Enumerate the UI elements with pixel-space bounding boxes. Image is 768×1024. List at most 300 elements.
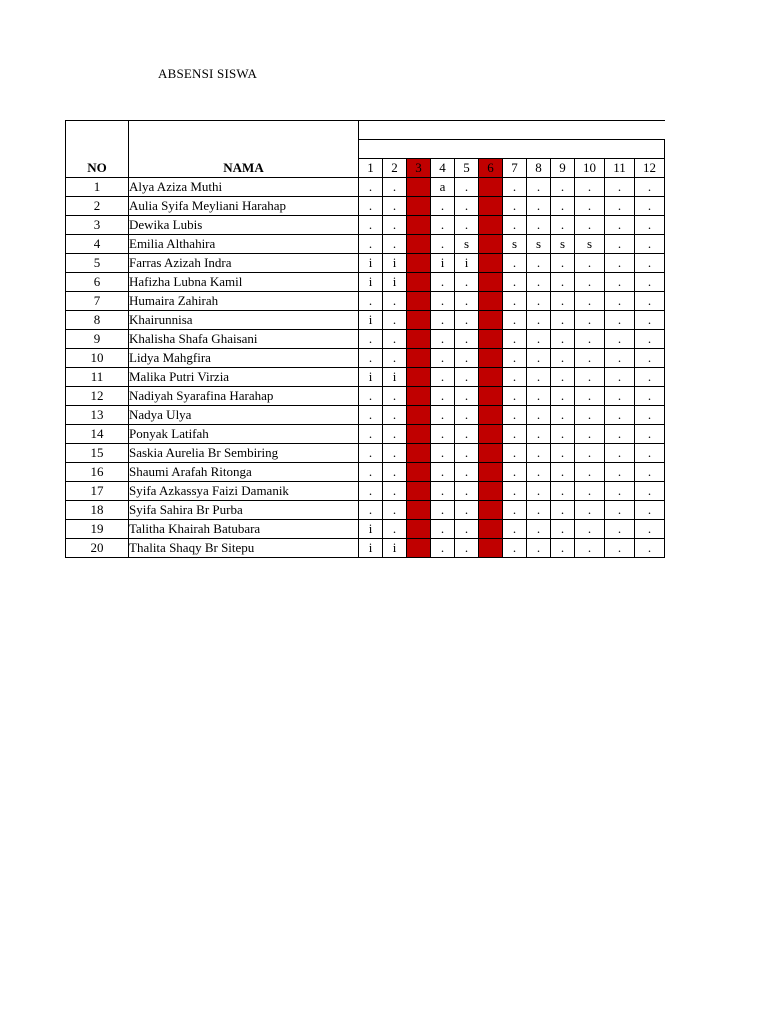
- attendance-cell: .: [605, 406, 635, 425]
- attendance-cell: [407, 444, 431, 463]
- attendance-cell: .: [635, 273, 665, 292]
- attendance-cell: [479, 482, 503, 501]
- attendance-cell: .: [575, 387, 605, 406]
- attendance-cell: .: [359, 197, 383, 216]
- attendance-cell: .: [551, 216, 575, 235]
- student-name: Khairunnisa: [129, 311, 359, 330]
- attendance-cell: [407, 178, 431, 197]
- attendance-cell: .: [383, 292, 407, 311]
- day-header-3: 3: [407, 159, 431, 178]
- attendance-cell: .: [455, 292, 479, 311]
- attendance-cell: .: [503, 311, 527, 330]
- attendance-cell: .: [605, 425, 635, 444]
- attendance-cell: [479, 349, 503, 368]
- attendance-cell: i: [455, 254, 479, 273]
- student-number: 15: [66, 444, 129, 463]
- attendance-cell: [479, 216, 503, 235]
- attendance-cell: .: [503, 501, 527, 520]
- student-number: 4: [66, 235, 129, 254]
- attendance-cell: .: [359, 387, 383, 406]
- attendance-cell: .: [551, 520, 575, 539]
- attendance-cell: .: [383, 501, 407, 520]
- attendance-cell: a: [431, 178, 455, 197]
- attendance-cell: [479, 178, 503, 197]
- attendance-cell: i: [383, 368, 407, 387]
- attendance-cell: .: [431, 406, 455, 425]
- attendance-cell: .: [605, 520, 635, 539]
- attendance-cell: .: [431, 197, 455, 216]
- attendance-cell: .: [503, 349, 527, 368]
- attendance-cell: .: [503, 482, 527, 501]
- header-blank-2: [359, 140, 665, 159]
- attendance-cell: .: [359, 482, 383, 501]
- attendance-cell: .: [551, 330, 575, 349]
- attendance-cell: .: [635, 349, 665, 368]
- table-row: [66, 235, 665, 254]
- attendance-cell: .: [383, 235, 407, 254]
- attendance-cell: .: [527, 425, 551, 444]
- attendance-cell: .: [551, 254, 575, 273]
- student-number: 5: [66, 254, 129, 273]
- attendance-cell: .: [455, 178, 479, 197]
- attendance-cell: .: [359, 349, 383, 368]
- attendance-cell: .: [383, 311, 407, 330]
- table-row: [66, 349, 665, 368]
- attendance-cell: .: [431, 311, 455, 330]
- attendance-cell: i: [359, 539, 383, 558]
- student-number: 19: [66, 520, 129, 539]
- attendance-cell: .: [455, 330, 479, 349]
- attendance-cell: i: [359, 368, 383, 387]
- attendance-cell: .: [575, 406, 605, 425]
- attendance-cell: .: [605, 501, 635, 520]
- attendance-cell: .: [359, 178, 383, 197]
- attendance-cell: .: [551, 368, 575, 387]
- attendance-cell: [479, 292, 503, 311]
- table-row: [66, 387, 665, 406]
- table-row: [66, 520, 665, 539]
- attendance-cell: [407, 520, 431, 539]
- attendance-cell: .: [431, 501, 455, 520]
- attendance-cell: .: [503, 444, 527, 463]
- attendance-cell: .: [605, 539, 635, 558]
- attendance-cell: [407, 425, 431, 444]
- attendance-cell: .: [455, 501, 479, 520]
- attendance-cell: .: [431, 273, 455, 292]
- student-name: Syifa Sahira Br Purba: [129, 501, 359, 520]
- attendance-cell: .: [431, 444, 455, 463]
- attendance-cell: .: [455, 482, 479, 501]
- attendance-cell: .: [455, 273, 479, 292]
- student-number: 6: [66, 273, 129, 292]
- attendance-cell: .: [383, 482, 407, 501]
- attendance-cell: .: [605, 254, 635, 273]
- attendance-cell: .: [383, 463, 407, 482]
- student-name: Ponyak Latifah: [129, 425, 359, 444]
- attendance-cell: .: [551, 463, 575, 482]
- attendance-cell: [479, 273, 503, 292]
- student-number: 18: [66, 501, 129, 520]
- attendance-cell: [479, 463, 503, 482]
- attendance-cell: .: [455, 387, 479, 406]
- attendance-cell: .: [431, 368, 455, 387]
- attendance-cell: .: [635, 292, 665, 311]
- day-header-9: 9: [551, 159, 575, 178]
- student-name: Khalisha Shafa Ghaisani: [129, 330, 359, 349]
- attendance-cell: .: [635, 216, 665, 235]
- attendance-cell: .: [575, 330, 605, 349]
- attendance-cell: .: [551, 539, 575, 558]
- student-name: Shaumi Arafah Ritonga: [129, 463, 359, 482]
- day-header-4: 4: [431, 159, 455, 178]
- attendance-cell: .: [383, 425, 407, 444]
- attendance-cell: .: [575, 501, 605, 520]
- attendance-cell: .: [527, 463, 551, 482]
- attendance-cell: .: [635, 463, 665, 482]
- attendance-cell: .: [431, 235, 455, 254]
- attendance-cell: .: [431, 292, 455, 311]
- attendance-cell: .: [605, 349, 635, 368]
- attendance-cell: .: [527, 368, 551, 387]
- attendance-cell: .: [527, 406, 551, 425]
- attendance-cell: .: [575, 292, 605, 311]
- table-row: [66, 330, 665, 349]
- student-number: 7: [66, 292, 129, 311]
- attendance-cell: i: [383, 539, 407, 558]
- attendance-cell: .: [527, 444, 551, 463]
- attendance-cell: .: [431, 482, 455, 501]
- attendance-cell: .: [605, 330, 635, 349]
- attendance-cell: .: [635, 425, 665, 444]
- table-row: [66, 444, 665, 463]
- attendance-cell: .: [431, 539, 455, 558]
- table-row: [66, 216, 665, 235]
- attendance-cell: .: [575, 254, 605, 273]
- student-number: 20: [66, 539, 129, 558]
- attendance-cell: .: [635, 330, 665, 349]
- attendance-cell: i: [359, 254, 383, 273]
- attendance-cell: .: [383, 197, 407, 216]
- day-header-1: 1: [359, 159, 383, 178]
- attendance-cell: [479, 444, 503, 463]
- attendance-cell: .: [359, 425, 383, 444]
- student-name: Farras Azizah Indra: [129, 254, 359, 273]
- attendance-cell: .: [527, 197, 551, 216]
- attendance-cell: [479, 501, 503, 520]
- attendance-cell: .: [455, 425, 479, 444]
- attendance-cell: [407, 292, 431, 311]
- attendance-cell: [407, 482, 431, 501]
- student-number: 2: [66, 197, 129, 216]
- attendance-cell: .: [605, 482, 635, 501]
- attendance-cell: .: [503, 387, 527, 406]
- student-name: Nadiyah Syarafina Harahap: [129, 387, 359, 406]
- attendance-cell: .: [551, 501, 575, 520]
- student-name: Humaira Zahirah: [129, 292, 359, 311]
- attendance-cell: [479, 387, 503, 406]
- attendance-cell: [479, 368, 503, 387]
- student-number: 3: [66, 216, 129, 235]
- day-header-11: 11: [605, 159, 635, 178]
- attendance-cell: .: [383, 349, 407, 368]
- day-header-8: 8: [527, 159, 551, 178]
- attendance-cell: .: [383, 520, 407, 539]
- day-header-10: 10: [575, 159, 605, 178]
- attendance-cell: .: [635, 444, 665, 463]
- attendance-cell: .: [431, 216, 455, 235]
- student-number: 12: [66, 387, 129, 406]
- attendance-cell: .: [455, 311, 479, 330]
- attendance-cell: .: [503, 539, 527, 558]
- attendance-cell: .: [527, 482, 551, 501]
- attendance-cell: [479, 197, 503, 216]
- attendance-cell: .: [527, 349, 551, 368]
- student-number: 14: [66, 425, 129, 444]
- student-name: Malika Putri Virzia: [129, 368, 359, 387]
- attendance-cell: .: [503, 178, 527, 197]
- student-number: 17: [66, 482, 129, 501]
- attendance-cell: [407, 349, 431, 368]
- attendance-cell: i: [359, 273, 383, 292]
- attendance-cell: .: [635, 501, 665, 520]
- attendance-cell: .: [359, 330, 383, 349]
- attendance-cell: .: [455, 216, 479, 235]
- attendance-cell: .: [359, 463, 383, 482]
- attendance-cell: .: [551, 406, 575, 425]
- attendance-cell: s: [527, 235, 551, 254]
- page-title: ABSENSI SISWA: [158, 66, 258, 81]
- attendance-cell: .: [635, 520, 665, 539]
- table-row: [66, 197, 665, 216]
- student-name: Aulia Syifa Meyliani Harahap: [129, 197, 359, 216]
- attendance-cell: .: [383, 216, 407, 235]
- attendance-cell: .: [575, 425, 605, 444]
- student-number: 8: [66, 311, 129, 330]
- day-header-12: 12: [635, 159, 665, 178]
- attendance-cell: .: [575, 482, 605, 501]
- attendance-cell: .: [575, 178, 605, 197]
- attendance-cell: [407, 330, 431, 349]
- student-name: Lidya Mahgfira: [129, 349, 359, 368]
- attendance-cell: [479, 330, 503, 349]
- attendance-cell: .: [551, 292, 575, 311]
- table-row: [66, 406, 665, 425]
- attendance-cell: [479, 254, 503, 273]
- attendance-cell: .: [455, 406, 479, 425]
- attendance-cell: .: [455, 463, 479, 482]
- attendance-cell: .: [503, 330, 527, 349]
- header-blank-1: [359, 121, 665, 140]
- attendance-cell: [479, 425, 503, 444]
- attendance-cell: .: [605, 311, 635, 330]
- attendance-cell: .: [635, 178, 665, 197]
- day-header-6: 6: [479, 159, 503, 178]
- attendance-cell: .: [575, 444, 605, 463]
- attendance-cell: .: [605, 235, 635, 254]
- attendance-cell: .: [359, 406, 383, 425]
- attendance-cell: .: [551, 444, 575, 463]
- attendance-cell: s: [503, 235, 527, 254]
- attendance-cell: .: [551, 349, 575, 368]
- attendance-cell: [479, 235, 503, 254]
- attendance-cell: .: [551, 482, 575, 501]
- attendance-cell: .: [575, 197, 605, 216]
- attendance-cell: [407, 235, 431, 254]
- attendance-cell: i: [383, 273, 407, 292]
- day-header-5: 5: [455, 159, 479, 178]
- table-row: [66, 292, 665, 311]
- attendance-cell: .: [383, 406, 407, 425]
- header-nama: NAMA: [129, 121, 359, 178]
- attendance-cell: .: [383, 330, 407, 349]
- attendance-cell: .: [455, 520, 479, 539]
- attendance-cell: .: [383, 444, 407, 463]
- table-row: [66, 311, 665, 330]
- attendance-cell: .: [455, 197, 479, 216]
- student-number: 13: [66, 406, 129, 425]
- student-number: 16: [66, 463, 129, 482]
- table-row: [66, 368, 665, 387]
- attendance-cell: .: [431, 425, 455, 444]
- table-row: [66, 178, 665, 197]
- student-name: Thalita Shaqy Br Sitepu: [129, 539, 359, 558]
- attendance-cell: .: [359, 292, 383, 311]
- attendance-cell: .: [527, 311, 551, 330]
- attendance-cell: .: [551, 311, 575, 330]
- table-row: [66, 539, 665, 558]
- student-name: Talitha Khairah Batubara: [129, 520, 359, 539]
- attendance-cell: .: [503, 520, 527, 539]
- attendance-cell: .: [527, 273, 551, 292]
- attendance-cell: .: [527, 387, 551, 406]
- attendance-cell: .: [551, 425, 575, 444]
- table-row: [66, 463, 665, 482]
- attendance-cell: .: [431, 520, 455, 539]
- attendance-cell: .: [635, 254, 665, 273]
- table-row: [66, 254, 665, 273]
- attendance-cell: .: [503, 463, 527, 482]
- attendance-cell: .: [455, 539, 479, 558]
- attendance-cell: .: [575, 311, 605, 330]
- attendance-cell: [407, 197, 431, 216]
- attendance-cell: .: [551, 273, 575, 292]
- attendance-cell: [407, 501, 431, 520]
- attendance-cell: [407, 406, 431, 425]
- attendance-cell: .: [359, 501, 383, 520]
- attendance-cell: .: [431, 463, 455, 482]
- student-number: 10: [66, 349, 129, 368]
- attendance-cell: .: [503, 273, 527, 292]
- attendance-cell: i: [359, 520, 383, 539]
- attendance-cell: i: [431, 254, 455, 273]
- attendance-cell: .: [503, 368, 527, 387]
- student-number: 9: [66, 330, 129, 349]
- attendance-cell: .: [503, 197, 527, 216]
- attendance-cell: [479, 311, 503, 330]
- attendance-cell: .: [635, 311, 665, 330]
- attendance-cell: s: [575, 235, 605, 254]
- attendance-cell: .: [575, 273, 605, 292]
- attendance-table: [65, 120, 665, 558]
- table-row: [66, 425, 665, 444]
- attendance-cell: .: [575, 349, 605, 368]
- attendance-cell: [407, 387, 431, 406]
- attendance-cell: .: [455, 368, 479, 387]
- attendance-cell: [479, 539, 503, 558]
- attendance-cell: .: [527, 539, 551, 558]
- attendance-cell: .: [605, 444, 635, 463]
- student-number: 1: [66, 178, 129, 197]
- attendance-cell: .: [605, 463, 635, 482]
- attendance-cell: .: [575, 463, 605, 482]
- student-name: Saskia Aurelia Br Sembiring: [129, 444, 359, 463]
- student-name: Syifa Azkassya Faizi Damanik: [129, 482, 359, 501]
- attendance-cell: [479, 406, 503, 425]
- attendance-cell: .: [503, 406, 527, 425]
- attendance-cell: .: [605, 273, 635, 292]
- attendance-cell: .: [605, 216, 635, 235]
- attendance-cell: .: [383, 387, 407, 406]
- student-name: Alya Aziza Muthi: [129, 178, 359, 197]
- attendance-cell: [407, 463, 431, 482]
- attendance-cell: .: [527, 254, 551, 273]
- student-name: Emilia Althahira: [129, 235, 359, 254]
- attendance-cell: .: [527, 520, 551, 539]
- attendance-cell: [407, 311, 431, 330]
- attendance-cell: .: [605, 197, 635, 216]
- attendance-cell: [407, 216, 431, 235]
- student-name: Hafizha Lubna Kamil: [129, 273, 359, 292]
- attendance-cell: .: [635, 368, 665, 387]
- attendance-cell: .: [527, 330, 551, 349]
- student-number: 11: [66, 368, 129, 387]
- attendance-cell: .: [551, 387, 575, 406]
- attendance-cell: .: [383, 178, 407, 197]
- student-name: Nadya Ulya: [129, 406, 359, 425]
- attendance-cell: [407, 254, 431, 273]
- attendance-cell: .: [455, 349, 479, 368]
- attendance-cell: [407, 539, 431, 558]
- day-header-2: 2: [383, 159, 407, 178]
- attendance-cell: .: [635, 406, 665, 425]
- attendance-cell: .: [605, 292, 635, 311]
- attendance-cell: .: [605, 387, 635, 406]
- attendance-cell: .: [605, 178, 635, 197]
- attendance-cell: .: [431, 330, 455, 349]
- attendance-cell: .: [431, 349, 455, 368]
- attendance-cell: .: [527, 178, 551, 197]
- attendance-cell: s: [551, 235, 575, 254]
- attendance-cell: .: [605, 368, 635, 387]
- header-no: NO: [66, 121, 129, 178]
- attendance-cell: .: [503, 216, 527, 235]
- attendance-cell: .: [527, 216, 551, 235]
- attendance-cell: .: [359, 235, 383, 254]
- attendance-cell: .: [503, 254, 527, 273]
- attendance-cell: [479, 520, 503, 539]
- header-row-1: [66, 121, 665, 140]
- student-name: Dewika Lubis: [129, 216, 359, 235]
- attendance-cell: .: [575, 520, 605, 539]
- attendance-cell: .: [503, 425, 527, 444]
- attendance-cell: .: [551, 178, 575, 197]
- attendance-cell: .: [575, 216, 605, 235]
- attendance-cell: .: [527, 292, 551, 311]
- attendance-cell: .: [455, 444, 479, 463]
- attendance-cell: .: [551, 197, 575, 216]
- attendance-cell: .: [635, 387, 665, 406]
- attendance-cell: [407, 368, 431, 387]
